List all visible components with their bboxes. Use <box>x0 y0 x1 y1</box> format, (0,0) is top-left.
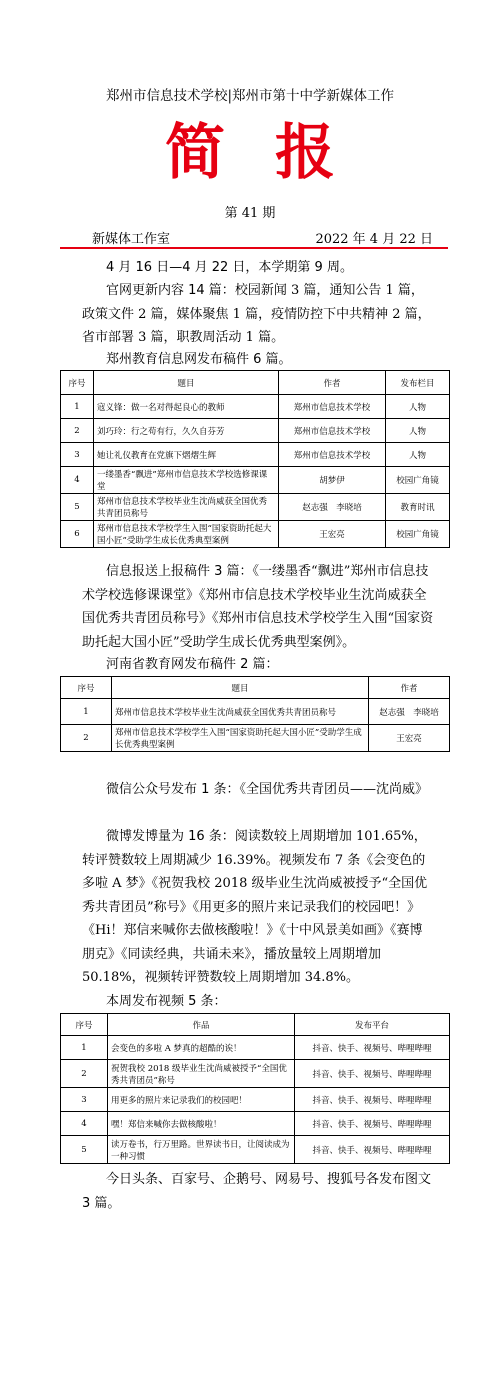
table-row <box>61 699 450 725</box>
weibo-lead: 微博发博量为 16 条： <box>106 829 235 844</box>
table-header: 序号 <box>61 1014 108 1036</box>
weibo-body: 阅读数较上周期增加 101.65%，转评赞数较上周期减少 16.39%。视频发布 7 条《会变色的多啦 A 梦》《祝贺我校 2018 级毕业生沈尚威被授予“全国优秀共青团员”称号》《用更多的照片来记录我们的校园吧！》《Hi！郑信来喊你去做核酸啦！》《十中风景美如画》《赛博朋克》《同读经典，共诵未来》，播放量较上周期增加 50.18%，视频转评赞数较上周期增加 34.8%。 <box>82 829 428 985</box>
cell: 抖音、快手、视频号、哔哩哔哩 <box>295 1036 450 1060</box>
table-header: 题目 <box>94 371 279 395</box>
cell: 郑州市信息技术学校学生入围“国家资助托起大国小匠”受助学生成长优秀典型案例 <box>94 521 279 548</box>
cell: 2 <box>61 725 112 752</box>
cell: 郑州市信息技术学校毕业生沈尚威获全国优秀共青团员称号 <box>112 699 369 725</box>
table-header: 序号 <box>61 371 94 395</box>
cell: 4 <box>61 1112 108 1136</box>
cell: 一缕墨香“飘进”郑州市信息技术学校选修课课堂 <box>94 467 279 494</box>
website-body: 校园新闻 3 篇，通知公告 1 篇，政策文件 2 篇，媒体聚焦 1 篇，疫情防控下中共精神 2 篇，省市部署 3 篇，职教周活动 1 篇。 <box>82 283 431 345</box>
table-header: 发布平台 <box>295 1014 450 1036</box>
cell: 王宏亮 <box>369 725 450 752</box>
office-name: 新媒体工作室 <box>92 232 171 247</box>
table-header: 作者 <box>279 371 386 395</box>
weibo-section <box>82 825 434 990</box>
cell: 郑州市信息技术学校学生入围“国家资助托起大国小匠”受助学生成长优秀典型案例 <box>112 725 369 752</box>
cell: 刘巧玲：行之苟有行，久久自芬芳 <box>94 419 279 443</box>
table-row <box>61 1060 450 1088</box>
report-lead: 信息报送上报稿件 3 篇： <box>106 564 253 579</box>
cell: 6 <box>61 521 94 548</box>
cell: 1 <box>61 699 112 725</box>
cell: 5 <box>61 1136 108 1164</box>
wechat-body: 《全国优秀共青团员——沈尚威》 <box>239 782 429 797</box>
cell: 胡梦伊 <box>279 467 386 494</box>
report-body: 《一缕墨香“飘进”郑州市信息技术学校选修课课堂》《郑州市信息技术学校毕业生沈尚威获全国优秀共青团员称号》《郑州市信息技术学校学生入围“国家资助托起大国小匠”受助学生成长优秀典型案例》。 <box>82 564 434 650</box>
cell: 郑州市信息技术学校毕业生沈尚威获全国优秀共青团员称号 <box>94 494 279 521</box>
table-row <box>61 521 450 548</box>
cell: 抖音、快手、视频号、哔哩哔哩 <box>295 1136 450 1164</box>
cell: 校园广角镜 <box>386 521 450 548</box>
cell: 嘿！郑信来喊你去做核酸啦！ <box>108 1112 295 1136</box>
table-row <box>61 1036 450 1060</box>
cell: 她让礼仪教育在党旗下熠熠生辉 <box>94 443 279 467</box>
intro: 4 月 16 日—4 月 22 日，本学期第 9 周。 <box>106 260 353 275</box>
report-date: 2022 年 4 月 22 日 <box>315 232 433 247</box>
table-row <box>61 494 450 521</box>
table-row <box>61 1088 450 1112</box>
table-header: 序号 <box>61 677 112 699</box>
table-row <box>61 395 450 419</box>
table-row <box>61 419 450 443</box>
cell: 读万卷书，行万里路。世界读书日，让阅读成为一种习惯 <box>108 1136 295 1164</box>
cell: 4 <box>61 467 94 494</box>
table-header: 作品 <box>108 1014 295 1036</box>
cell: 2 <box>61 419 94 443</box>
cell: 人物 <box>386 419 450 443</box>
cell: 校园广角镜 <box>386 467 450 494</box>
issue-number: 第 41 期 <box>224 206 276 221</box>
hn-title: 河南省教育网发布稿件 2 篇： <box>106 657 279 672</box>
table-row <box>61 1112 450 1136</box>
cell: 抖音、快手、视频号、哔哩哔哩 <box>295 1112 450 1136</box>
cell: 赵志强 李晓培 <box>369 699 450 725</box>
cell: 寇义锋：做一名对得起良心的教师 <box>94 395 279 419</box>
wechat-section <box>82 778 434 802</box>
zz-table <box>60 370 450 548</box>
zz-title: 郑州教育信息网发布稿件 6 篇。 <box>106 352 292 367</box>
red-divider <box>60 247 448 249</box>
video-title: 本周发布视频 5 条： <box>106 994 227 1009</box>
big-title: 简报 <box>165 118 385 188</box>
cell: 郑州市信息技术学校 <box>279 395 386 419</box>
cell: 用更多的照片来记录我们的校园吧！ <box>108 1088 295 1112</box>
table-row <box>61 467 450 494</box>
cell: 2 <box>61 1060 108 1088</box>
table-header: 题目 <box>112 677 369 699</box>
cell: 5 <box>61 494 94 521</box>
hn-table <box>60 676 450 752</box>
cell: 王宏亮 <box>279 521 386 548</box>
website-section <box>82 279 434 350</box>
closing: 今日头条、百家号、企鹅号、网易号、搜狐号各发布图文 3 篇。 <box>82 1172 432 1211</box>
video-table <box>60 1013 450 1164</box>
cell: 祝贺我校 2018 级毕业生沈尚威被授予“全国优秀共青团员”称号 <box>108 1060 295 1088</box>
cell: 郑州市信息技术学校 <box>279 443 386 467</box>
report-section <box>82 560 434 654</box>
cell: 人物 <box>386 395 450 419</box>
header-org: 郑州市信息技术学校|郑州市第十中学新媒体工作 <box>105 88 395 104</box>
table-row <box>61 725 450 752</box>
cell: 3 <box>61 1088 108 1112</box>
cell: 赵志强 李晓培 <box>279 494 386 521</box>
wechat-lead: 微信公众号发布 1 条： <box>106 782 240 797</box>
cell: 1 <box>61 1036 108 1060</box>
cell: 人物 <box>386 443 450 467</box>
cell: 教育时讯 <box>386 494 450 521</box>
cell: 抖音、快手、视频号、哔哩哔哩 <box>295 1060 450 1088</box>
table-row <box>61 443 450 467</box>
cell: 1 <box>61 395 94 419</box>
cell: 3 <box>61 443 94 467</box>
cell: 会变色的多啦 A 梦真的超酷的诶！ <box>108 1036 295 1060</box>
table-header: 发布栏目 <box>386 371 450 395</box>
table-row <box>61 1136 450 1164</box>
website-lead: 官网更新内容 14 篇： <box>106 283 235 298</box>
cell: 郑州市信息技术学校 <box>279 419 386 443</box>
table-header: 作者 <box>369 677 450 699</box>
cell: 抖音、快手、视频号、哔哩哔哩 <box>295 1088 450 1112</box>
